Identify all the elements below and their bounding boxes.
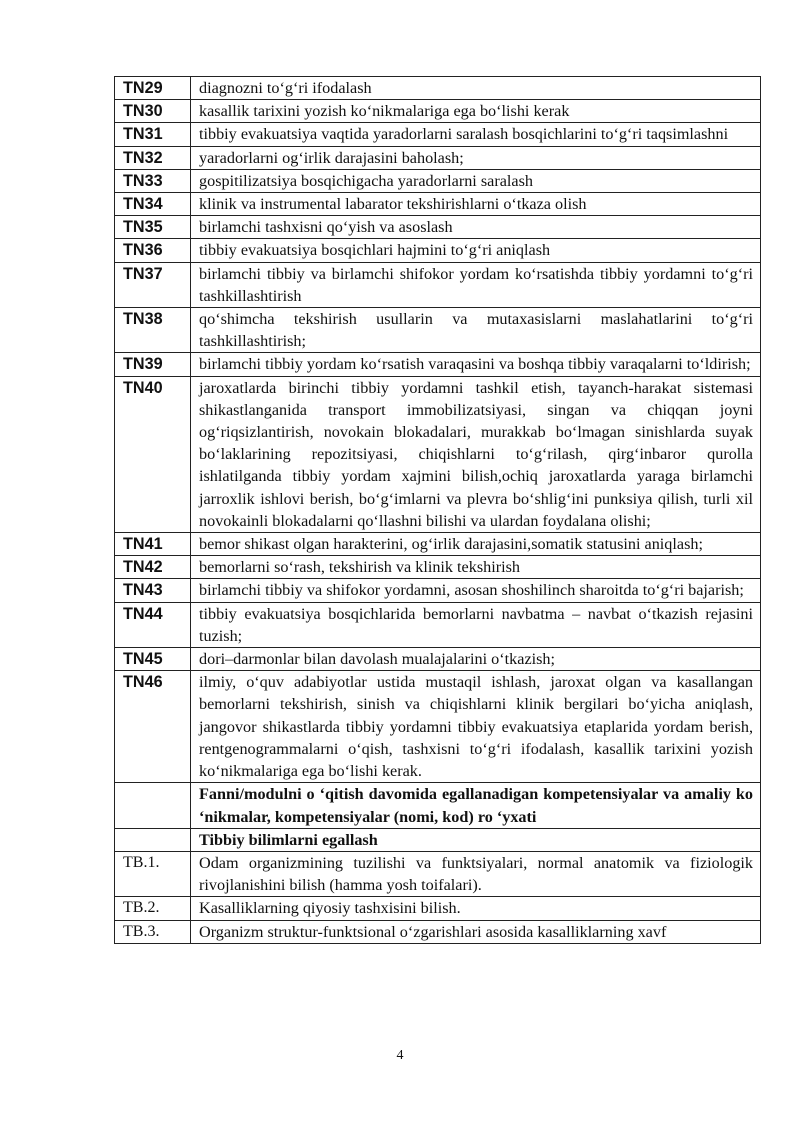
table-row [115, 169, 761, 192]
row-code: TB.2. [115, 897, 191, 920]
row-text: qo‘shimcha tekshirish usullarin va mutaxasislarni maslahatlarini to‘g‘ri tashkillashtirish; [191, 308, 761, 353]
row-text: dori–darmonlar bilan davolash mualajalarini o‘tkazish; [191, 648, 761, 671]
row-text: tibbiy evakuatsiya vaqtida yaradorlarni saralash bosqichlarini to‘g‘ri taqsimlashni [191, 123, 761, 146]
row-text: Kasalliklarning qiyosiy tashxisini bilish. [191, 897, 761, 920]
row-code: TN40 [115, 376, 191, 532]
table-row [115, 193, 761, 216]
row-code: TN38 [115, 308, 191, 353]
table-row [115, 920, 761, 943]
empty-code-cell [115, 783, 191, 828]
row-text: jaroxatlarda birinchi tibbiy yordamni tashkil etish, tayanch-harakat sistemasi shikastlanganida transport immobilizatsiyasi, singan va chiqqan joyni og‘riqsizlantirish, novokain blokadalari, murakkab bo‘lmagan sinishlarda suyak bo‘laklarining repozitsiyasi, chiqishlarni to‘g‘rilash, qirg‘inbaror qurolla ishlatilganda tibbiy yordam xajmini bilish,ochiq jaroxatlarda yaraga birlamchi jarroxlik ishlovi berish, bo‘g‘imlarni va plevra bo‘shlig‘ini punksiya qilish, turli xil novokainli blokadalarni qo‘llashni bilishi va ulardan foydalana olishi; [191, 376, 761, 532]
competency-table-body [115, 77, 761, 944]
row-code: TN45 [115, 648, 191, 671]
table-row [115, 100, 761, 123]
table-row [115, 77, 761, 100]
row-text: birlamchi tibbiy va shifokor yordamni, asosan shoshilinch sharoitda to‘g‘ri bajarish; [191, 579, 761, 602]
row-code: TN33 [115, 169, 191, 192]
table-row [115, 648, 761, 671]
row-code: TN34 [115, 193, 191, 216]
row-code: TN31 [115, 123, 191, 146]
table-row [115, 123, 761, 146]
row-code: TN32 [115, 146, 191, 169]
row-code: TN39 [115, 353, 191, 376]
row-code: TN37 [115, 262, 191, 307]
row-text: Odam organizmining tuzilishi va funktsiyalari, normal anatomik va fiziologik rivojlanishini bilish (hamma yosh toifalari). [191, 851, 761, 896]
table-row [115, 602, 761, 647]
table-row [115, 239, 761, 262]
row-code: TN30 [115, 100, 191, 123]
table-row [115, 216, 761, 239]
subsection-header-row [115, 828, 761, 851]
row-code: TB.3. [115, 920, 191, 943]
row-code: TN46 [115, 671, 191, 783]
row-text: diagnozni to‘g‘ri ifodalash [191, 77, 761, 100]
subsection-header: Tibbiy bilimlarni egallash [191, 828, 761, 851]
row-code: TN42 [115, 556, 191, 579]
row-code: TN36 [115, 239, 191, 262]
row-text: bemorlarni so‘rash, tekshirish va klinik tekshirish [191, 556, 761, 579]
empty-code-cell [115, 828, 191, 851]
row-text: kasallik tarixini yozish ko‘nikmalariga ega bo‘lishi kerak [191, 100, 761, 123]
table-row [115, 579, 761, 602]
competency-table [114, 76, 761, 944]
row-code: TN44 [115, 602, 191, 647]
row-code: TB.1. [115, 851, 191, 896]
table-row [115, 376, 761, 532]
row-code: TN41 [115, 533, 191, 556]
row-text: tibbiy evakuatsiya bosqichlarida bemorlarni navbatma – navbat o‘tkazish rejasini tuzish; [191, 602, 761, 647]
row-text: gospitilizatsiya bosqichigacha yaradorlarni saralash [191, 169, 761, 192]
table-row [115, 556, 761, 579]
row-code: TN35 [115, 216, 191, 239]
table-row [115, 308, 761, 353]
table-row [115, 897, 761, 920]
row-text: birlamchi tibbiy yordam ko‘rsatish varaqasini va boshqa tibbiy varaqalarni to‘ldirish; [191, 353, 761, 376]
table-row [115, 262, 761, 307]
table-row [115, 671, 761, 783]
row-text: birlamchi tashxisni qo‘yish va asoslash [191, 216, 761, 239]
section-header-row [115, 783, 761, 828]
row-code: TN29 [115, 77, 191, 100]
row-text: ilmiy, o‘quv adabiyotlar ustida mustaqil ishlash, jaroxat olgan va kasallangan bemorlarni tekshirish, sinish va chiqishlarni klinik bergilari bo‘yicha aniqlash, jangovor shikastlarda tibbiy yordamni tibbiy evakuatsiya etaplarida yordam berish, rentgenogrammalarni o‘qish, tashxisni to‘g‘ri ifodalash, kasallik tarixini yozish ko‘nikmalariga ega bo‘lishi kerak. [191, 671, 761, 783]
table-row [115, 851, 761, 896]
row-code: TN43 [115, 579, 191, 602]
table-row [115, 353, 761, 376]
row-text: klinik va instrumental labarator tekshirishlarni o‘tkaza olish [191, 193, 761, 216]
page-number: 4 [396, 1048, 404, 1063]
row-text: bemor shikast olgan harakterini, og‘irlik darajasini,somatik statusini aniqlash; [191, 533, 761, 556]
section-header: Fanni/modulni o ‘qitish davomida egallanadigan kompetensiyalar va amaliy ko ‘nikmalar, kompetensiyalar (nomi, kod) ro ‘yxati [191, 783, 761, 828]
row-text: yaradorlarni og‘irlik darajasini baholash; [191, 146, 761, 169]
row-text: birlamchi tibbiy va birlamchi shifokor yordam ko‘rsatishda tibbiy yordamni to‘g‘ri tashkillashtirish [191, 262, 761, 307]
table-row [115, 146, 761, 169]
table-row [115, 533, 761, 556]
row-text: tibbiy evakuatsiya bosqichlari hajmini to‘g‘ri aniqlash [191, 239, 761, 262]
row-text: Organizm struktur-funktsional o‘zgarishlari asosida kasalliklarning xavf [191, 920, 761, 943]
